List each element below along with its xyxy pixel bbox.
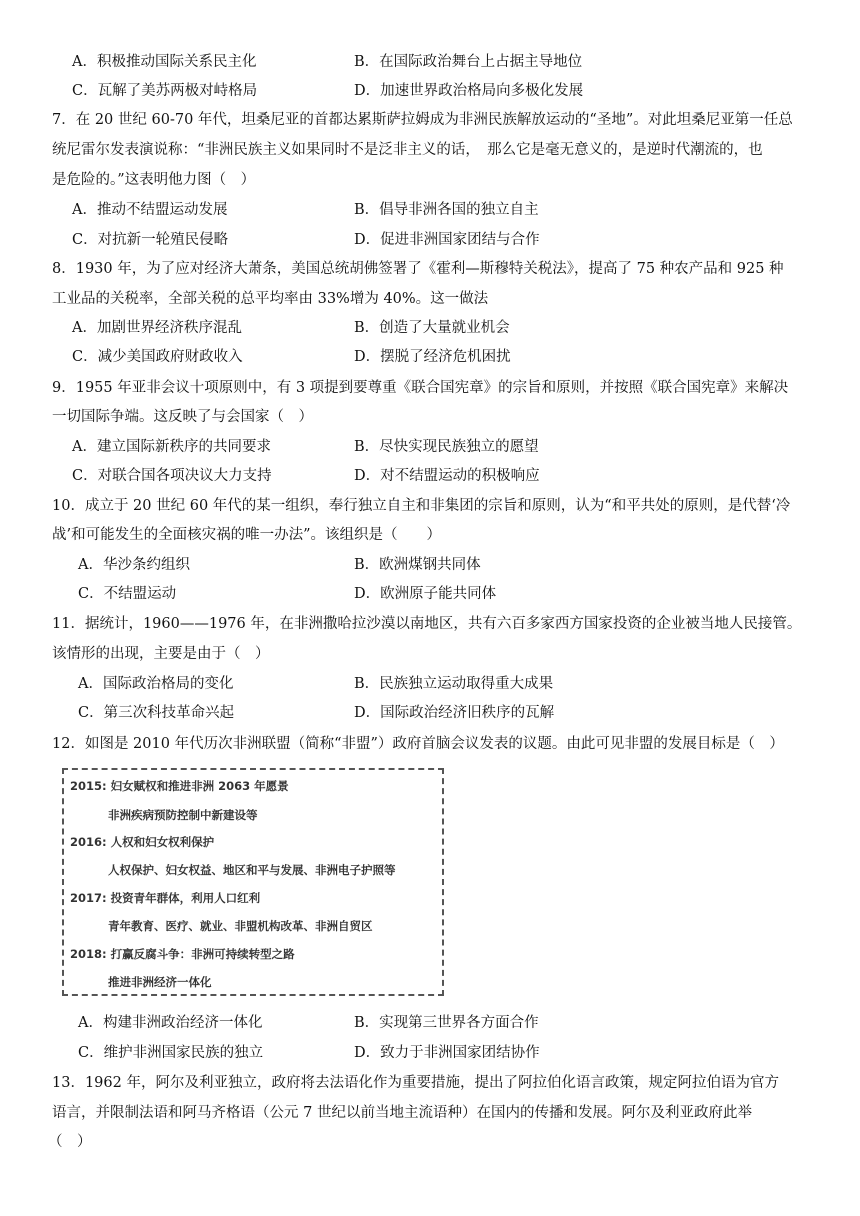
q6-option-c[interactable]: C．瓦解了美苏两极对峙格局 [72,83,258,99]
q7-option-b[interactable]: B．倡导非洲各国的独立自主 [354,202,539,218]
q6-option-a[interactable]: A．积极推动国际关系民主化 [72,54,257,70]
q10-option-d[interactable]: D．欧洲原子能共同体 [354,586,497,602]
figure-row-2017-sub: 青年教育、医疗、就业、非盟机构改革、非洲自贸区 [108,919,373,933]
q7-option-d[interactable]: D．促进非洲国家团结与合作 [354,232,540,248]
q12-option-b[interactable]: B．实现第三世界各方面合作 [354,1015,539,1031]
q8-option-a[interactable]: A．加剧世界经济秩序混乱 [72,320,242,336]
q7-stem-line2: 统尼雷尔发表演说称：“非洲民族主义如果同时不是泛非主义的话， 那么它是毫无意义的，是逆时代潮流的，也 [52,142,763,158]
q13-stem-line3: （ ） [48,1134,92,1150]
q9-stem-line1: 9．1955 年亚非会议十项原则中，有 3 项提到要尊重《联合国宪章》的宗旨和原则，并按照《联合国宪章》来解决 [52,380,789,396]
q7-stem-line3: 是危险的。”这表明他力图（ ） [52,172,256,188]
q11-option-a[interactable]: A．国际政治格局的变化 [78,676,234,692]
q12-option-d[interactable]: D．致力于非洲国家团结协作 [354,1045,540,1061]
au-summit-topics-figure [62,768,444,996]
q12-option-c[interactable]: C．维护非洲国家民族的独立 [78,1045,264,1061]
q9-option-d[interactable]: D．对不结盟运动的积极响应 [354,468,540,484]
figure-row-2015: 2015: 妇女赋权和推进非洲 2063 年愿景 [70,779,289,793]
q8-option-d[interactable]: D．摆脱了经济危机困扰 [354,349,511,365]
figure-row-2018: 2018: 打赢反腐斗争：非洲可持续转型之路 [70,947,295,961]
q13-stem-line2: 语言，并限制法语和阿马齐格语（公元 7 世纪以前当地主流语种）在国内的传播和发展。阿尔及利亚政府此举 [52,1105,752,1121]
q9-option-c[interactable]: C．对联合国各项决议大力支持 [72,468,272,484]
q8-stem-line1: 8．1930 年，为了应对经济大萧条，美国总统胡佛签署了《霍利—斯穆特关税法》，提高了 75 种农产品和 925 种 [52,261,784,277]
q6-option-b[interactable]: B．在国际政治舞台上占据主导地位 [354,54,583,70]
q12-option-a[interactable]: A．构建非洲政治经济一体化 [78,1015,263,1031]
q10-option-b[interactable]: B．欧洲煤钢共同体 [354,557,481,573]
q7-option-a[interactable]: A．推动不结盟运动发展 [72,202,228,218]
q9-stem-line2: 一切国际争端。这反映了与会国家（ ） [52,409,313,425]
q8-option-b[interactable]: B．创造了大量就业机会 [354,320,510,336]
q8-stem-line2: 工业品的关税率，全部关税的总平均率由 33%增为 40%。这一做法 [52,291,489,307]
q11-stem-line2: 该情形的出现，主要是由于（ ） [52,646,270,662]
q10-option-a[interactable]: A．华沙条约组织 [78,557,190,573]
q7-stem-line1: 7．在 20 世纪 60-70 年代，坦桑尼亚的首都达累斯萨拉姆成为非洲民族解放运动的“圣地”。对此坦桑尼亚第一任总 [52,112,793,128]
q7-option-c[interactable]: C．对抗新一轮殖民侵略 [72,232,229,248]
q11-option-c[interactable]: C．第三次科技革命兴起 [78,705,235,721]
q12-stem-line1: 12．如图是 2010 年代历次非洲联盟（简称“非盟”）政府首脑会议发表的议题。由此可见非盟的发展目标是（ ） [52,736,784,752]
figure-row-2016-sub: 人权保护、妇女权益、地区和平与发展、非洲电子护照等 [108,863,396,877]
q9-option-b[interactable]: B．尽快实现民族独立的愿望 [354,439,539,455]
q10-stem-line1: 10．成立于 20 世纪 60 年代的某一组织，奉行独立自主和非集团的宗旨和原则，认为“和平共处的原则，是代替‘冷 [52,498,791,514]
q10-stem-line2: 战’和可能发生的全面核灾祸的唯一办法”。该组织是（ ） [52,527,442,543]
q11-option-d[interactable]: D．国际政治经济旧秩序的瓦解 [354,705,555,721]
q11-option-b[interactable]: B．民族独立运动取得重大成果 [354,676,554,692]
figure-row-2016: 2016: 人权和妇女权利保护 [70,835,215,849]
q6-option-d[interactable]: D．加速世界政治格局向多极化发展 [354,83,584,99]
figure-row-2015-sub: 非洲疾病预防控制中新建设等 [108,808,258,822]
q10-option-c[interactable]: C．不结盟运动 [78,586,177,602]
q13-stem-line1: 13．1962 年，阿尔及利亚独立，政府将去法语化作为重要措施，提出了阿拉伯化语言政策，规定阿拉伯语为官方 [52,1075,779,1091]
figure-row-2017: 2017: 投资青年群体，利用人口红利 [70,891,261,905]
figure-row-2018-sub: 推进非洲经济一体化 [108,975,212,989]
q11-stem-line1: 11．据统计，1960——1976 年，在非洲撒哈拉沙漠以南地区，共有六百多家西方国家投资的企业被当地人民接管。 [52,616,802,632]
q8-option-c[interactable]: C．减少美国政府财政收入 [72,349,243,365]
q9-option-a[interactable]: A．建立国际新秩序的共同要求 [72,439,271,455]
